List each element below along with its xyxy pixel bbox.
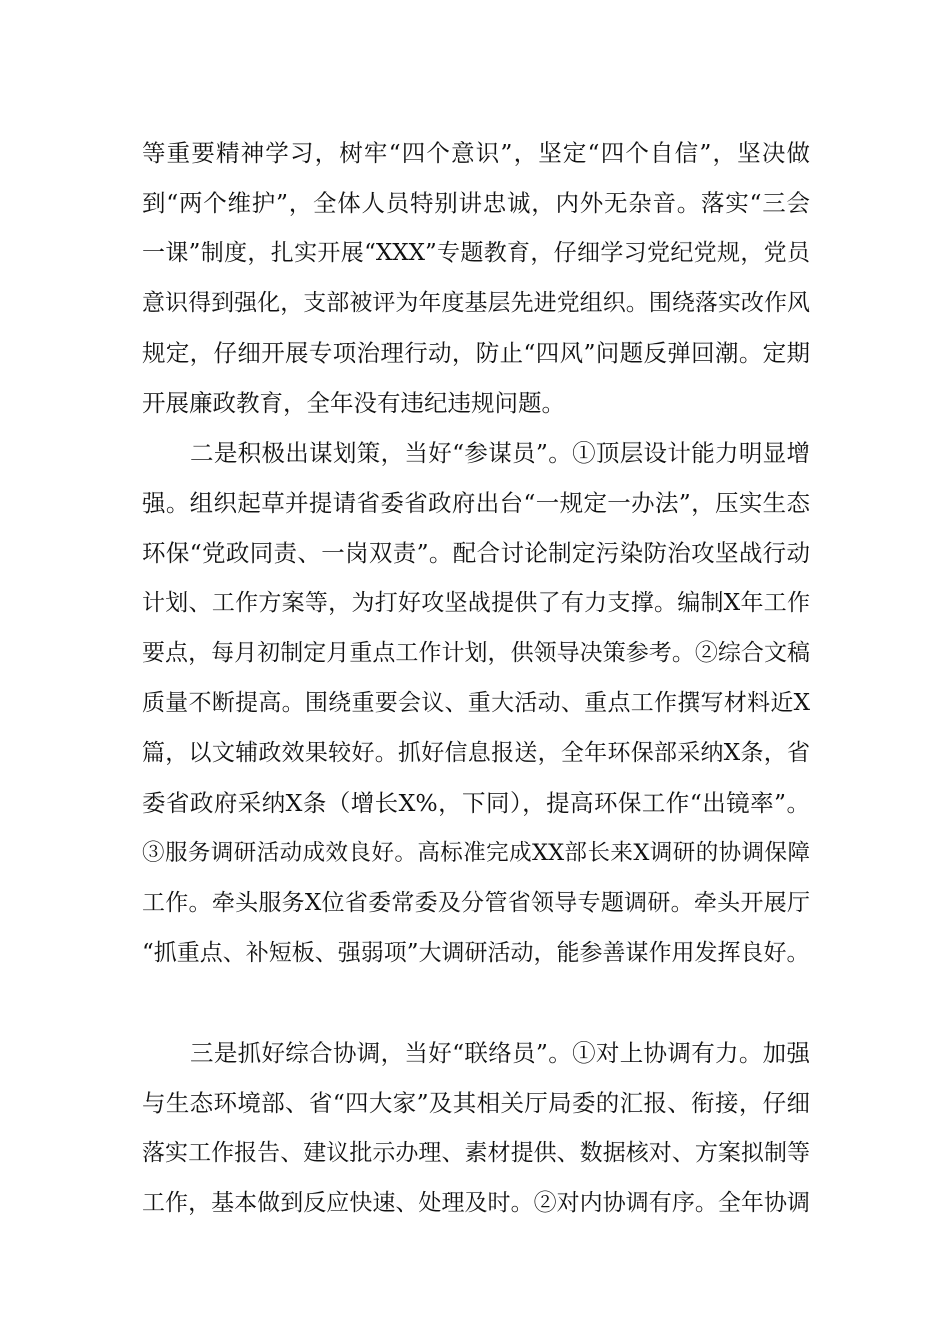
- paragraph-3-line-4: 工作，基本做到反应快速、处理及时。②对内协调有序。全年协调: [142, 1190, 810, 1216]
- paragraph-3-line-1: 三是抓好综合协调，当好“联络员”。①对上协调有力。加强: [190, 1039, 810, 1067]
- paragraph-2-line-10: 工作。牵头服务X位省委常委及分管省领导专题调研。牵头开展厅: [142, 890, 810, 916]
- paragraph-2-line-6: 质量不断提高。围绕重要会议、重大活动、重点工作撰写材料近X: [142, 690, 810, 716]
- paragraph-1-line-2: 到“两个维护”，全体人员特别讲忠诚，内外无杂音。落实“三会: [142, 189, 810, 217]
- paragraph-3-line-3: 落实工作报告、建议批示办理、素材提供、数据核对、方案拟制等: [142, 1140, 810, 1166]
- paragraph-2-line-8: 委省政府采纳X条（增长X%，下同），提高环保工作“出镜率”。: [142, 789, 810, 817]
- paragraph-1-line-6: 开展廉政教育，全年没有违纪违规问题。: [142, 389, 565, 417]
- paragraph-2-line-3: 环保“党政同责、一岗双责”。配合讨论制定污染防治攻坚战行动: [142, 539, 810, 567]
- paragraph-2-line-1: 二是积极出谋划策，当好“参谋员”。①顶层设计能力明显增: [190, 439, 810, 467]
- paragraph-1-line-1: 等重要精神学习，树牢“四个意识”，坚定“四个自信”，坚决做: [142, 139, 810, 167]
- paragraph-1-line-4: 意识得到强化，支部被评为年度基层先进党组织。围绕落实改作风: [142, 290, 810, 316]
- paragraph-2-line-11: “抓重点、补短板、强弱项”大调研活动，能参善谋作用发挥良好。: [142, 940, 810, 966]
- paragraph-1-line-5: 规定，仔细开展专项治理行动，防止“四风”问题反弹回潮。定期: [142, 339, 810, 367]
- paragraph-2-line-7: 篇，以文辅政效果较好。抓好信息报送，全年环保部采纳X条，省: [142, 740, 810, 766]
- paragraph-1-line-3: 一课”制度，扎实开展“XXX”专题教育，仔细学习党纪党规，党员: [142, 240, 810, 266]
- paragraph-3-line-2: 与生态环境部、省“四大家”及其相关厅局委的汇报、衔接，仔细: [142, 1089, 810, 1117]
- paragraph-2-line-2: 强。组织起草并提请省委省政府出台“一规定一办法”，压实生态: [142, 489, 810, 517]
- paragraph-2-line-5: 要点，每月初制定月重点工作计划，供领导决策参考。②综合文稿: [142, 640, 810, 666]
- paragraph-2-line-9: ③服务调研活动成效良好。高标准完成XX部长来X调研的协调保障: [142, 840, 810, 866]
- paragraph-2-line-4: 计划、工作方案等，为打好攻坚战提供了有力支撑。编制X年工作: [142, 590, 810, 616]
